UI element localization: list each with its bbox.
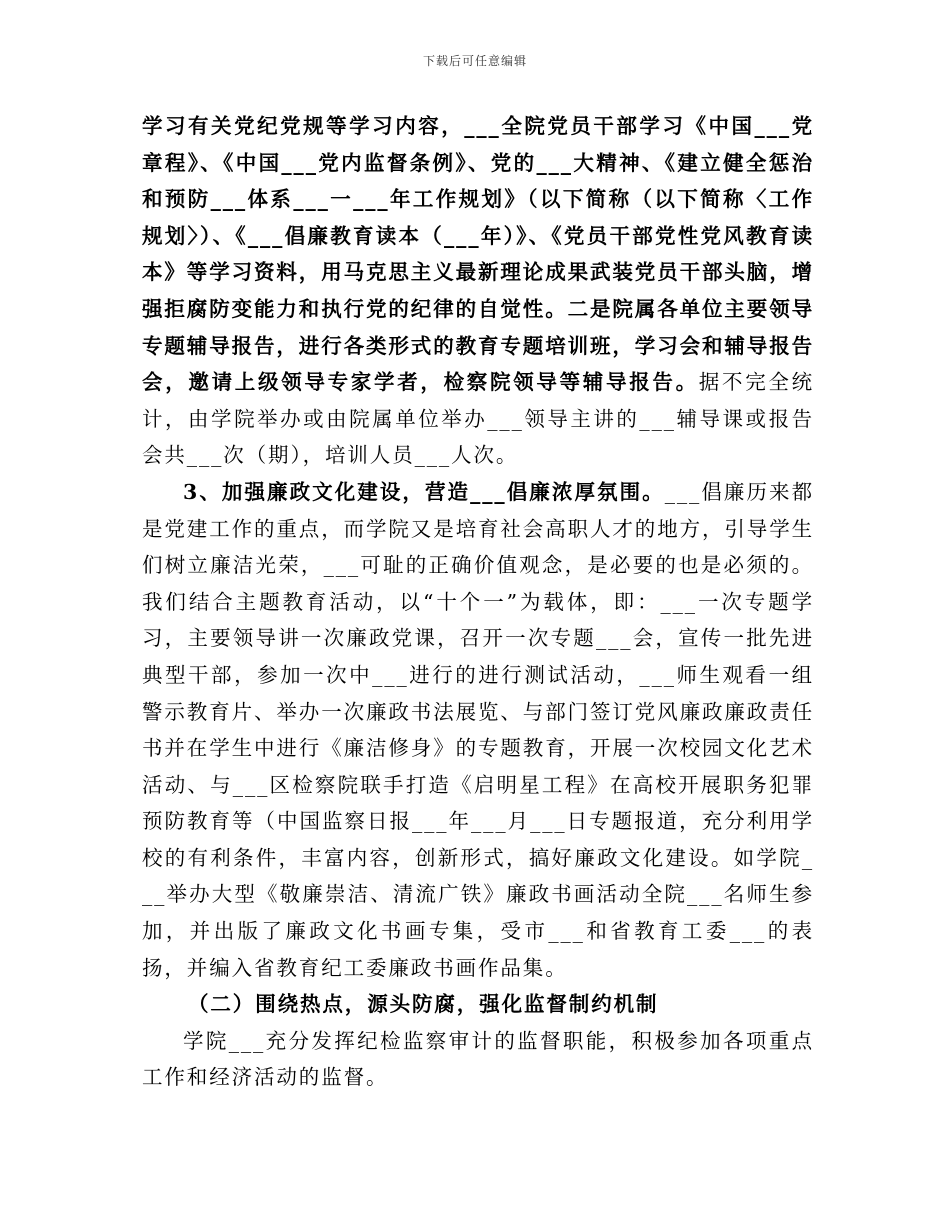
paragraph-culture-body: ___倡廉历来都是党建工作的重点，而学院又是培育社会高职人才的地方，引导学生们树立廉洁光荣，___可耻的正确价值观念，是必要的也是必须的。我们结合主题教育活动，以“十个一”为载体，即：___一次专题学习，主要领导讲一次廉政党课，召开一次专题___会，宣传一批先进典型干部，参加一次中___进行的进行测试活动，___师生观看一组警示教育片、举办一次廉政书法展览、与部门签订党风廉政廉政责任书并在学生中进行《廉洁修身》的专题教育，开展一次校园文化艺术活动、与___区检察院联手打造《启明星工程》在高校开展职务犯罪预防教育等（中国监察日报___年___月___日专题报道，充分利用学校的有利条件，丰富内容，创新形式，搞好廉政文化建设。如学院___举办大型《敬廉崇洁、清流广铁》廉政书画活动全院___名师生参加，并出版了廉政文化书画专集，受市___和省教育工委___的表扬，并编入省教育纪工委廉政书画作品集。 — [142, 479, 815, 980]
page-header: 下载后可任意编辑 — [422, 54, 527, 68]
paragraph-study-content — [142, 108, 814, 474]
paragraph-study-content-stats: 据不完全统计，由学院举办或由院属单位举办___领导主讲的___辅导课或报告会共___次（期），培训人员___人次。 — [142, 370, 814, 468]
section-heading-supervision: （二）围绕热点，源头防腐，强化监督制约机制 — [188, 992, 659, 1017]
paragraph-study-content-bold: 学习有关党纪党规等学习内容，___全院党员干部学习《中国___党章程》、《中国___党内监督条例》、党的___大精神、《建立健全惩治和预防___体系___一___年工作规划》（以下简称（以下简称〈工作规划〉）、《___倡廉教育读本（___年）》、《党员干部党性党风教育读本》等学习资料，用马克思主义最新理论成果武装党员干部头脑，增强拒腐防变能力和执行党的纪律的自觉性。二是院属各单位主要领导专题辅导报告，进行各类形式的教育专题培训班，学习会和辅导报告会，邀请上级领导专家学者，检察院领导等辅导报告。 — [142, 114, 814, 395]
document-body — [142, 108, 814, 1096]
section-heading-culture: 3、加强廉政文化建设，营造___倡廉浓厚氛围。 — [183, 479, 665, 504]
paragraph-culture — [142, 474, 814, 986]
paragraph-supervision: 学院___充分发挥纪检监察审计的监督职能，积极参加各项重点工作和经济活动的监督。 — [142, 1028, 814, 1090]
